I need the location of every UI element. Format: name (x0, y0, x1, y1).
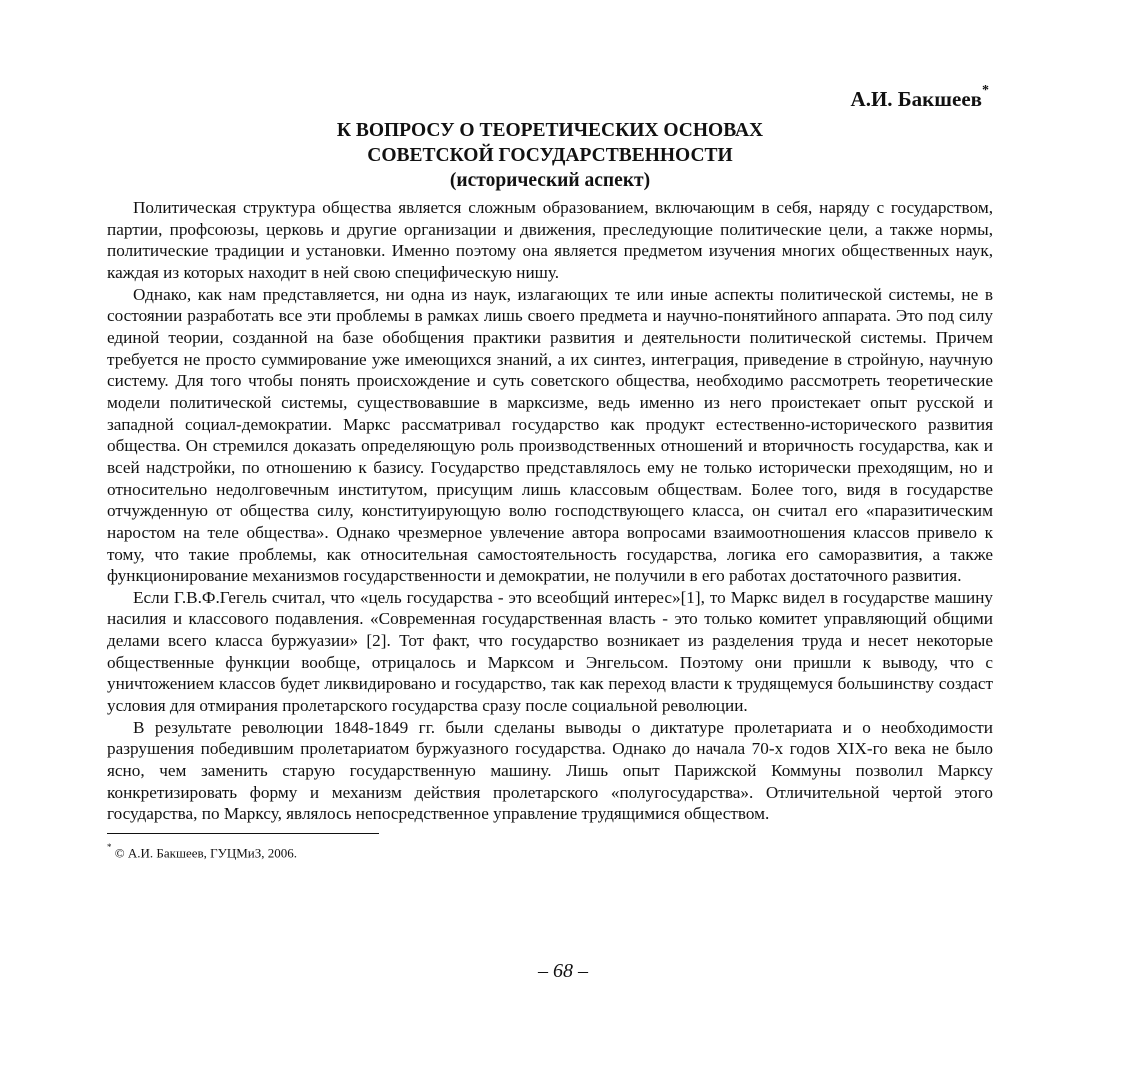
paragraph: Политическая структура общества является сложным образованием, включающим в себя, наряду с государством, партии, профсоюзы, церковь и другие организации и движения, преследующие политические цели, а также нормы, политические традиции и установки. Именно поэтому она является предметом изучения многих общественных наук, каждая из которых находит в ней свою специфическую нишу. (107, 198, 993, 282)
footnote (107, 840, 993, 862)
page-number: – 68 – (538, 960, 588, 982)
article-title (107, 118, 993, 193)
article-body (107, 197, 993, 825)
author-name (107, 82, 993, 112)
footnote-text: © А.И. Бакшеев, ГУЦМиЗ, 2006. (111, 845, 298, 861)
author-footnote-mark: * (982, 83, 989, 98)
paragraph: В результате революции 1848-1849 гг. были сделаны выводы о диктатуре пролетариата и о необходимости разрушения победившим пролетариатом буржуазного государства. Однако до начала 70-х годов XIX-го века не было ясно, чем заменить старую государственную машину. Лишь опыт Парижской Коммуны позволил Марксу конкретизировать форму и механизм действия пролетарского «полугосударства». Отличительной чертой этого государства, по Марксу, являлось непосредственное управление трудящимися обществом. (107, 717, 993, 824)
page-content (107, 82, 993, 862)
footnote-mark: * (107, 842, 112, 853)
title-line-1: К ВОПРОСУ О ТЕОРЕТИЧЕСКИХ ОСНОВАХ (336, 120, 764, 141)
title-line-2: СОВЕТСКОЙ ГОСУДАРСТВЕННОСТИ (367, 145, 733, 166)
footnote-divider (107, 833, 379, 834)
author-name-text: А.И. Бакшеев (850, 87, 982, 111)
title-subtitle: (исторический аспект) (449, 170, 651, 191)
paragraph: Однако, как нам представляется, ни одна из наук, излагающих те или иные аспекты политической системы, не в состоянии разработать все эти проблемы в рамках лишь своего предмета и научно-понятийного аппарата. Это под силу единой теории, созданной на базе обобщения практики развития и деятельности политической системы. Причем требуется не просто суммирование уже имеющихся знаний, а их синтез, интеграция, приведение в стройную, научную систему. Для того чтобы понять происхождение и суть советского общества, необходимо рассмотреть теоретические модели политической системы, существовавшие в марксизме, ведь именно из него проистекает опыт русской и западной социал-демократии. Маркс рассматривал государство как продукт естественно-исторического развития общества. Он стремился доказать определяющую роль производственных отношений и вторичность государства, как и всей надстройки, по отношению к базису. Государство представлялось ему не только исторически преходящим, но и относительно недолговечным институтом, присущим лишь классовым обществам. Более того, видя в государстве отчужденную от общества силу, конституирующую волю господствующего класса, он считал его «паразитическим наростом на теле общества». Однако чрезмерное увлечение автора вопросами взаимоотношения классов привело к тому, что такие проблемы, как относительная самостоятельность государства, логика его саморазвития, а также функционирование механизмов государственности и демократии, не получили в его работах достаточного развития. (107, 284, 993, 586)
paragraph: Если Г.В.Ф.Гегель считал, что «цель государства - это всеобщий интерес»[1], то Маркс видел в государстве машину насилия и классового подавления. «Современная государственная власть - это только комитет управляющий общими делами всего класса буржуазии» [2]. Тот факт, что государство возникает из разделения труда и несет некоторые общественные функции вообще, отрицалось и Марксом и Энгельсом. Поэтому они пришли к выводу, что с уничтожением классов будет ликвидировано и государство, так как переход власти к трудящемуся большинству создаст условия для отмирания пролетарского государства сразу после социальной революции. (107, 587, 993, 716)
